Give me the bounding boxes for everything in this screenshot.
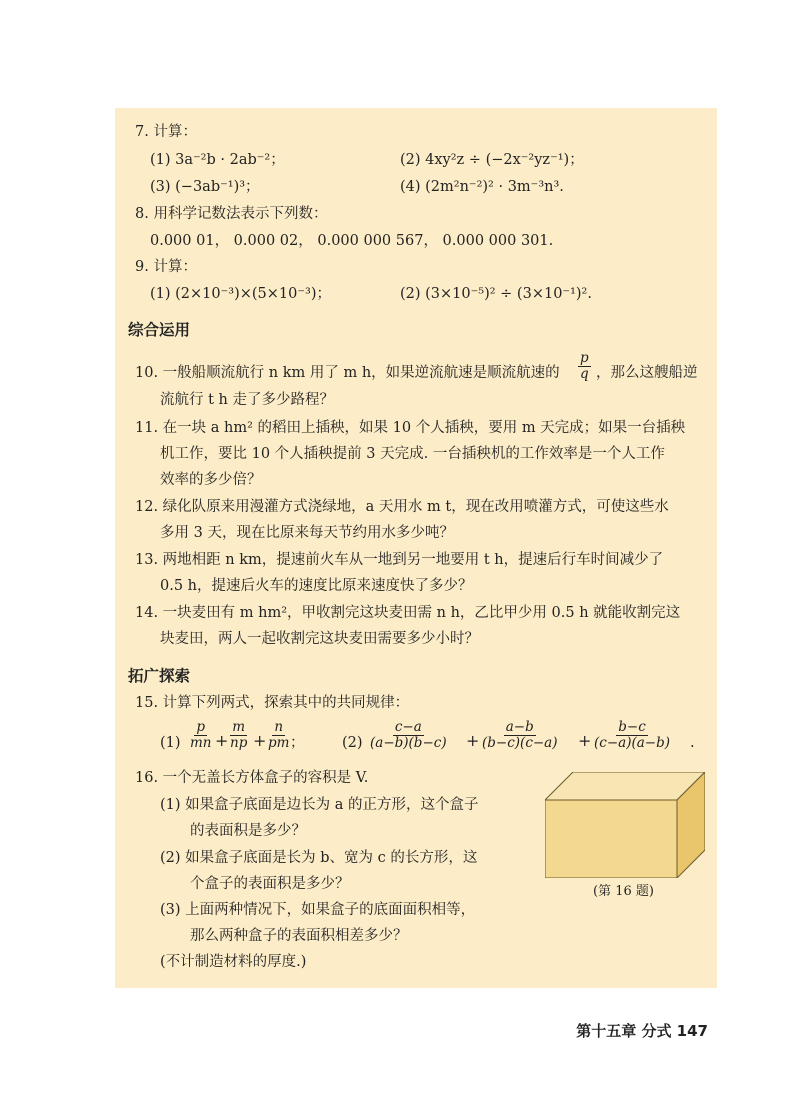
box-front-face: [545, 800, 677, 878]
problem-12-line1: 12. 绿化队原来用漫灌方式浇绿地，a 天用水 m t，现在改用喷灌方式，可使这些水: [135, 499, 669, 515]
problem-15-1-label: (1): [160, 735, 181, 751]
problem-9-title: 9. 计算：: [135, 259, 197, 275]
problem-13-line1: 13. 两地相距 n km，提速前火车从一地到另一地要用 t h，提速后行车时间减少了: [135, 552, 664, 568]
problem-16-3-line1: (3) 上面两种情况下，如果盒子的底面面积相等，: [160, 902, 476, 918]
problem-14-line2: 块麦田，两人一起收割完这块麦田需要多少小时？: [160, 631, 479, 647]
fraction-b-minus-c: [592, 720, 672, 751]
problem-13-line2: 0.5 h，提速后火车的速度比原来速度快了多少？: [160, 578, 473, 594]
fraction-denominator: pm: [268, 735, 290, 751]
problem-10-line2: 流航行 t h 走了多少路程？: [160, 392, 334, 408]
fraction-numerator: a−b: [505, 719, 534, 735]
problem-16-3-line2: 那么两种盒子的表面积相差多少？: [190, 928, 408, 944]
problem-16-note: (不计制造材料的厚度.): [160, 954, 307, 970]
period: .: [690, 735, 695, 751]
problem-7-2: (2) 4xy²z ÷ (−2x⁻²yz⁻¹)；: [400, 152, 584, 168]
fraction-numerator: b−c: [618, 719, 646, 735]
open-box-figure: [545, 772, 705, 878]
problem-11-line1: 11. 在一块 a hm² 的稻田上插秧，如果 10 个人插秧，要用 m 天完成；如果一台插秧: [135, 420, 686, 436]
problem-10-fraction: [578, 351, 591, 382]
fraction-p-over-mn: [188, 720, 214, 751]
problem-10-line1-end: ，那么这艘船逆: [596, 365, 698, 381]
fraction-denominator: q: [580, 366, 589, 382]
problem-16-2-line1: (2) 如果盒子底面是长为 b、宽为 c 的长方形，这: [160, 850, 478, 866]
problem-8-numbers: 0.000 01， 0.000 02， 0.000 000 567， 0.000 000 301.: [150, 233, 554, 249]
fraction-denominator: (a−b)(b−c): [370, 735, 447, 751]
semicolon: ；: [290, 735, 305, 751]
problem-11-line3: 效率的多少倍？: [160, 472, 262, 488]
plus-sign: +: [578, 731, 592, 750]
page-footer: 第十五章 分式 147: [576, 1022, 708, 1040]
problem-16-1-line1: (1) 如果盒子底面是边长为 a 的正方形，这个盒子: [160, 797, 479, 813]
problem-14-line1: 14. 一块麦田有 m hm²，甲收割完这块麦田需 n h，乙比甲少用 0.5 h 就能收割完这: [135, 605, 681, 621]
fraction-n-over-pm: [266, 720, 291, 751]
problem-16-1-line2: 的表面积是多少？: [190, 823, 306, 839]
problem-7-title: 7. 计算：: [135, 124, 197, 140]
fraction-a-minus-b: [480, 720, 560, 751]
problem-11-line2: 机工作，要比 10 个人插秧提前 3 天完成. 一台插秧机的工作效率是一个人工作: [160, 446, 665, 462]
problem-16-2-line2: 个盒子的表面积是多少？: [190, 876, 350, 892]
fraction-m-over-np: [228, 720, 249, 751]
plus-sign: +: [466, 731, 480, 750]
problem-7-1: (1) 3a⁻²b · 2ab⁻²；: [150, 152, 285, 168]
problem-10-line1: 10. 一般船顺流航行 n km 用了 m h，如果逆流航速是顺流航速的: [135, 365, 560, 381]
plus-sign: +: [253, 731, 267, 750]
fraction-denominator: mn: [190, 735, 212, 751]
fraction-numerator: p: [196, 719, 206, 735]
problem-16-title: 16. 一个无盖长方体盒子的容积是 V.: [135, 770, 369, 786]
problem-15-title: 15. 计算下列两式，探索其中的共同规律：: [135, 695, 410, 711]
section-heading-explore: 拓广探索: [128, 667, 191, 685]
problem-12-line2: 多用 3 天，现在比原来每天节约用水多少吨？: [160, 525, 454, 541]
fraction-denominator: np: [230, 735, 248, 751]
problem-8-title: 8. 用科学记数法表示下列数：: [135, 206, 328, 222]
fraction-numerator: c−a: [394, 719, 422, 735]
fraction-denominator: (c−a)(a−b): [594, 735, 670, 751]
problem-15-2-label: (2): [342, 735, 363, 751]
section-heading-applied: 综合运用: [128, 321, 191, 339]
plus-sign: +: [215, 731, 229, 750]
fraction-numerator: n: [274, 719, 284, 735]
fraction-numerator: p: [580, 350, 589, 366]
fraction-denominator: (b−c)(c−a): [482, 735, 558, 751]
fraction-numerator: m: [232, 719, 246, 735]
problem-9-1: (1) (2×10⁻³)×(5×10⁻³)；: [150, 286, 332, 302]
problem-9-2: (2) (3×10⁻⁵)² ÷ (3×10⁻¹)².: [400, 286, 592, 302]
fraction-c-minus-a: [368, 720, 449, 751]
problem-7-3: (3) (−3ab⁻¹)³；: [150, 179, 260, 195]
problem-7-4: (4) (2m²n⁻²)² · 3m⁻³n³.: [400, 179, 564, 195]
figure-caption: (第 16 题): [593, 884, 654, 899]
